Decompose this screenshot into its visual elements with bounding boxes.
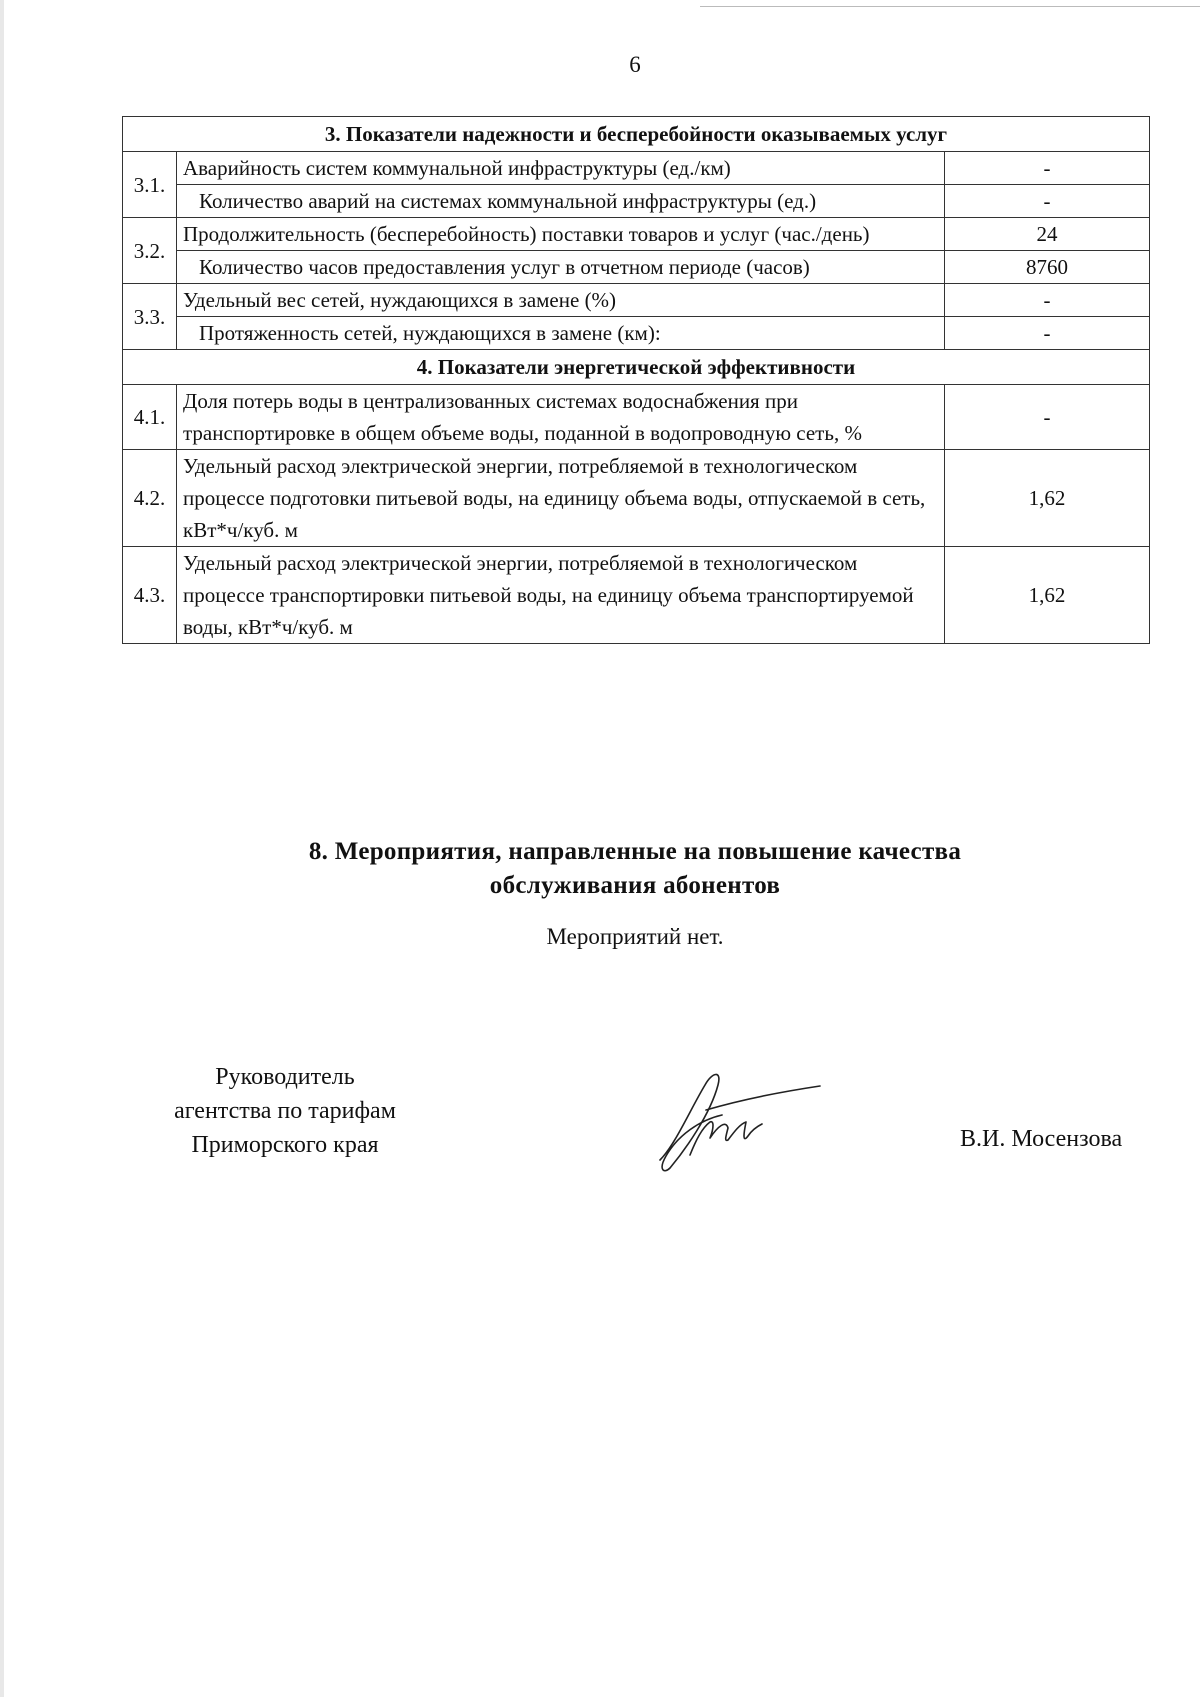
handwritten-signature bbox=[630, 1060, 830, 1180]
indicator-value: 24 bbox=[945, 218, 1150, 251]
table-row bbox=[123, 185, 1150, 218]
indicator-label: Удельный расход электрической энергии, потребляемой в технологическом процессе транспортировки питьевой воды, на единицу объема транспортируемой воды, кВт*ч/куб. м bbox=[177, 547, 945, 644]
section-header-row bbox=[123, 117, 1150, 152]
indicator-value: 1,62 bbox=[945, 547, 1150, 644]
row-number: 3.1. bbox=[123, 152, 177, 218]
row-number: 4.2. bbox=[123, 450, 177, 547]
indicator-label: Удельный вес сетей, нуждающихся в замене (%) bbox=[177, 284, 945, 317]
row-number: 4.1. bbox=[123, 385, 177, 450]
indicators-table bbox=[122, 116, 1150, 644]
row-number: 3.2. bbox=[123, 218, 177, 284]
signer-title bbox=[110, 1060, 460, 1162]
table-row bbox=[123, 317, 1150, 350]
table-row bbox=[123, 547, 1150, 644]
table-row bbox=[123, 284, 1150, 317]
signer-title-line-1: Руководитель bbox=[215, 1064, 355, 1090]
table-row bbox=[123, 218, 1150, 251]
indicator-value: - bbox=[945, 185, 1150, 218]
section-header-row bbox=[123, 350, 1150, 385]
measures-heading bbox=[150, 835, 1120, 903]
scan-left-edge bbox=[0, 0, 4, 1697]
indicator-value: - bbox=[945, 385, 1150, 450]
page-edge-line bbox=[700, 6, 1200, 7]
indicator-value: 8760 bbox=[945, 251, 1150, 284]
table-row bbox=[123, 385, 1150, 450]
measures-heading-line-2: обслуживания абонентов bbox=[489, 872, 781, 899]
indicator-label: Аварийность систем коммунальной инфраструктуры (ед./км) bbox=[177, 152, 945, 185]
indicator-label: Количество аварий на системах коммунальной инфраструктуры (ед.) bbox=[177, 185, 945, 218]
table-row bbox=[123, 450, 1150, 547]
indicator-label: Удельный расход электрической энергии, потребляемой в технологическом процессе подготовки питьевой воды, на единицу объема воды, отпускаемой в сеть, кВт*ч/куб. м bbox=[177, 450, 945, 547]
indicator-label: Количество часов предоставления услуг в отчетном периоде (часов) bbox=[177, 251, 945, 284]
indicator-value: 1,62 bbox=[945, 450, 1150, 547]
table-row bbox=[123, 251, 1150, 284]
indicator-value: - bbox=[945, 317, 1150, 350]
measures-heading-line-1: 8. Мероприятия, направленные на повышение качества bbox=[308, 838, 962, 865]
signer-name: В.И. Мосензова bbox=[960, 1126, 1123, 1152]
indicator-label: Доля потерь воды в централизованных системах водоснабжения при транспортировке в общем объеме воды, поданной в водопроводную сеть, % bbox=[177, 385, 945, 450]
row-number: 3.3. bbox=[123, 284, 177, 350]
section-4-title: 4. Показатели энергетической эффективности bbox=[123, 350, 1150, 385]
signer-title-line-2: агентства по тарифам bbox=[174, 1098, 396, 1124]
section-3-title: 3. Показатели надежности и бесперебойности оказываемых услуг bbox=[123, 117, 1150, 152]
indicator-value: - bbox=[945, 152, 1150, 185]
signer-title-line-3: Приморского края bbox=[191, 1132, 379, 1158]
indicator-label: Продолжительность (бесперебойность) поставки товаров и услуг (час./день) bbox=[177, 218, 945, 251]
indicator-value: - bbox=[945, 284, 1150, 317]
measures-text: Мероприятий нет. bbox=[546, 924, 724, 949]
indicator-label: Протяженность сетей, нуждающихся в замене (км): bbox=[177, 317, 945, 350]
page-number: 6 bbox=[629, 52, 641, 77]
row-number: 4.3. bbox=[123, 547, 177, 644]
table-row bbox=[123, 152, 1150, 185]
